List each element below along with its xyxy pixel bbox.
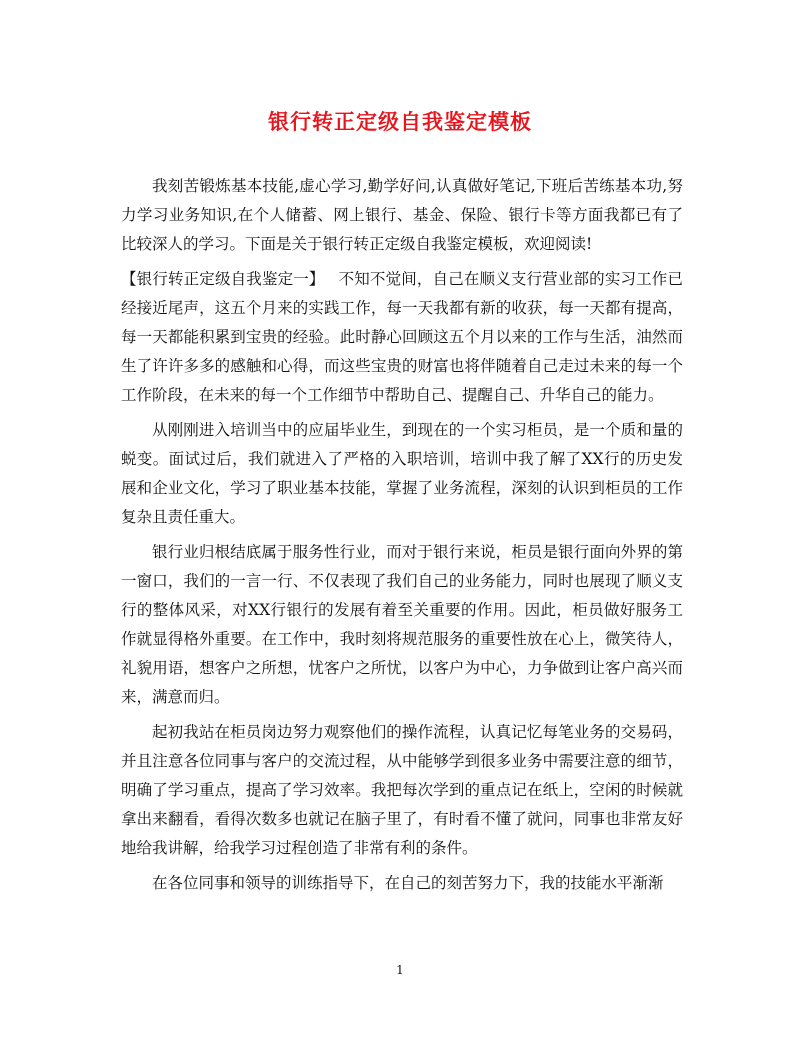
section-first-paragraph-text: 不知不觉间，自己在顺义支行营业部的实习工作已经接近尾声，这五个月来的实践工作，每一天我都有新的收获，每一天都有提高，每一天都能积累到宝贵的经验。此时静心回顾这五个月以来的工作与生活，油然而生了许许多多的感触和心得，而这些宝贵的财富也将伴随着自己走过未来的每一个工作阶段，在未来的每一个工作细节中帮助自己、提醒自己、升华自己的能力。	[121, 270, 683, 404]
section-heading: 【银行转正定级自我鉴定一】	[121, 270, 325, 288]
page-number: 1	[396, 963, 404, 977]
body-paragraph: 从刚刚进入培训当中的应届毕业生，到现在的一个实习柜员，是一个质和量的蜕变。面试过后，我们就进入了严格的入职培训，培训中我了解了XX行的历史发展和企业文化，学习了职业基本技能，掌握了业务流程，深刻的认识到柜员的工作复杂且责任重大。	[121, 421, 683, 526]
body-paragraph: 起初我站在柜员岗边努力观察他们的操作流程，认真记忆每笔业务的交易码，并且注意各位同事与客户的交流过程，从中能够学到很多业务中需要注意的细节，明确了学习重点，提高了学习效率。我把每次学到的重点记在纸上，空闲的时候就拿出来翻看，看得次数多也就记在脑子里了，有时看不懂了就问，同事也非常友好地给我讲解，给我学习过程创造了非常有利的条件。	[121, 723, 683, 857]
document-body	[121, 172, 683, 904]
document-title: 银行转正定级自我鉴定模板	[268, 109, 532, 134]
body-paragraph: 在各位同事和领导的训练指导下，在自己的刻苦努力下，我的技能水平渐渐	[152, 874, 664, 892]
section-one-paragraph	[121, 265, 683, 410]
intro-paragraph: 我刻苦锻炼基本技能,虚心学习,勤学好问,认真做好笔记,下班后苦练基本功,努力学习业务知识,在个人储蓄、网上银行、基金、保险、银行卡等方面我都已有了比较深人的学习。下面是关于银行转正定级自我鉴定模板，欢迎阅读!	[121, 177, 683, 253]
body-paragraph: 银行业归根结底属于服务性行业，而对于银行来说，柜员是银行面向外界的第一窗口，我们的一言一行、不仅表现了我们自己的业务能力，同时也展现了顺义支行的整体风采，对XX行银行的发展有着至关重要的作用。因此，柜员做好服务工作就显得格外重要。在工作中，我时刻将规范服务的重要性放在心上，微笑待人，礼貌用语，想客户之所想，忧客户之所忧，以客户为中心，力争做到让客户高兴而来，满意而归。	[121, 543, 683, 706]
